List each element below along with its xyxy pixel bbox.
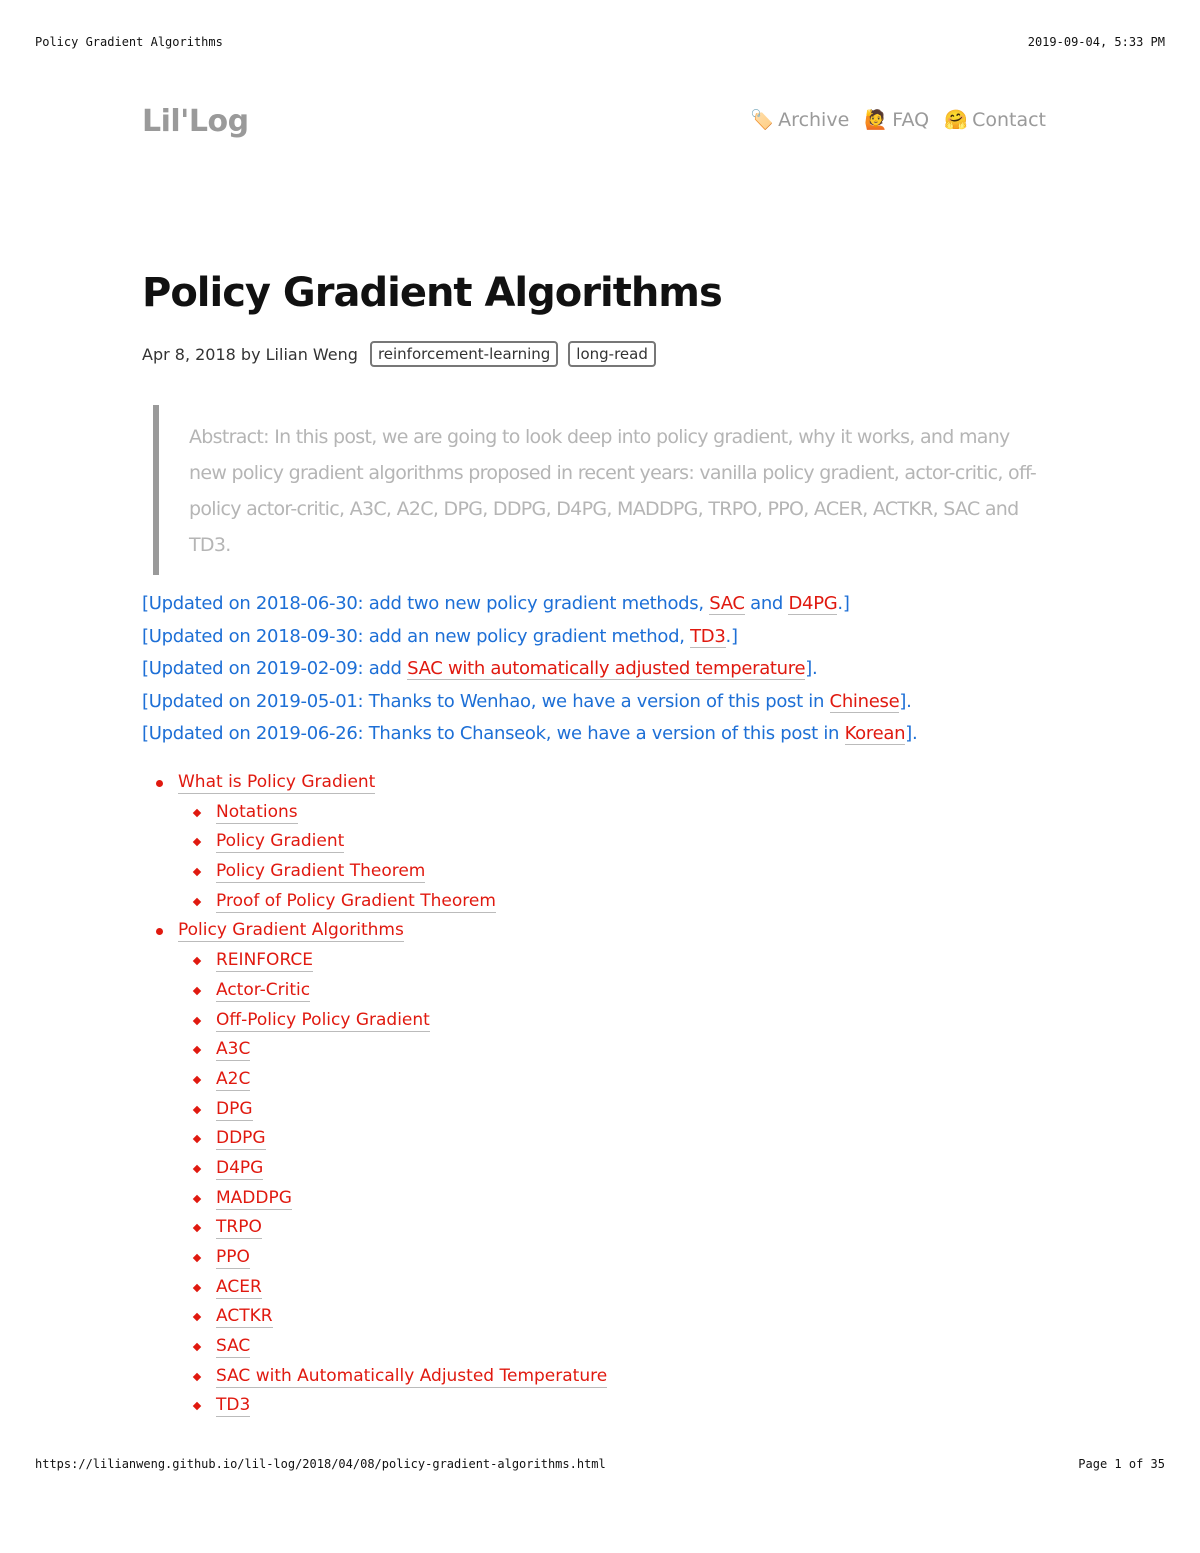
post-title: Policy Gradient Algorithms xyxy=(142,270,722,316)
nav-archive-label: Archive xyxy=(778,108,850,131)
chinese-version-link[interactable]: Chinese xyxy=(829,690,900,712)
toc-item xyxy=(142,887,607,917)
update-text: and xyxy=(744,593,789,614)
toc-item xyxy=(142,1154,607,1184)
toc-item xyxy=(142,1273,607,1303)
abstract-quote: Abstract: In this post, we are going to look deep into policy gradient, why it works, and many new policy gradient algorithms proposed in recent years: vanilla policy gradient, actor-critic, off-policy actor-critic, A3C, A2C, DPG, DDPG, D4PG, MADDPG, TRPO, PPO, ACER, ACTKR, SAC and TD3. xyxy=(153,405,1039,575)
toc-item xyxy=(142,857,607,887)
update-text: [Updated on 2019-05-01: Thanks to Wenhao, we have a version of this post in xyxy=(142,690,830,712)
toc-link[interactable]: Proof of Policy Gradient Theorem xyxy=(216,890,496,911)
tag-reinforcement-learning[interactable]: reinforcement-learning xyxy=(370,341,558,367)
site-header xyxy=(142,102,1046,142)
toc-item xyxy=(142,1362,607,1392)
post-date-author: Apr 8, 2018 by Lilian Weng xyxy=(142,344,358,364)
toc-link[interactable]: DDPG xyxy=(216,1128,266,1149)
nav-archive[interactable] xyxy=(749,108,849,131)
toc-item xyxy=(142,1006,607,1036)
update-text: .] xyxy=(837,593,850,614)
toc-link[interactable]: ACTKR xyxy=(216,1306,273,1327)
toc-link[interactable]: Policy Gradient Theorem xyxy=(216,861,426,882)
toc-link[interactable]: Policy Gradient Algorithms xyxy=(178,920,404,941)
d4pg-link[interactable]: D4PG xyxy=(788,593,838,614)
toc-link[interactable]: REINFORCE xyxy=(216,950,314,971)
update-note xyxy=(142,653,917,686)
td3-link[interactable]: TD3 xyxy=(690,625,726,647)
update-text: [Updated on 2018-09-30: add an new policy gradient method, xyxy=(142,625,691,647)
toc-link[interactable]: TD3 xyxy=(216,1395,251,1416)
toc-item xyxy=(142,1332,607,1362)
toc-link[interactable]: TRPO xyxy=(216,1217,262,1238)
sac-link[interactable]: SAC xyxy=(709,593,745,614)
toc-link[interactable]: SAC with Automatically Adjusted Temperature xyxy=(216,1365,608,1386)
nav-faq[interactable] xyxy=(863,108,929,131)
update-note xyxy=(142,588,917,621)
toc-item xyxy=(142,916,607,946)
sac-auto-temp-link[interactable]: SAC with automatically adjusted temperature xyxy=(407,658,806,679)
toc-item xyxy=(142,798,607,828)
raising-hand-icon: 🙋 xyxy=(864,109,889,131)
toc-link[interactable]: D4PG xyxy=(216,1157,264,1178)
toc-item xyxy=(142,946,607,976)
print-header xyxy=(35,35,1165,49)
site-logo[interactable]: Lil'Log xyxy=(142,104,249,139)
toc-link[interactable]: PPO xyxy=(216,1247,250,1267)
tag-long-read[interactable]: long-read xyxy=(568,341,656,367)
nav-contact[interactable] xyxy=(943,108,1046,131)
print-footer-page: Page 1 of 35 xyxy=(1078,1457,1165,1471)
toc-link[interactable]: Off-Policy Policy Gradient xyxy=(216,1009,430,1030)
toc-item xyxy=(142,1184,607,1214)
toc-link[interactable]: SAC xyxy=(216,1336,251,1357)
toc-link[interactable]: ACER xyxy=(216,1276,262,1297)
update-note xyxy=(142,621,917,654)
update-notes xyxy=(142,588,917,751)
toc-item xyxy=(142,827,607,857)
toc-link[interactable]: Policy Gradient xyxy=(216,831,345,852)
print-footer xyxy=(35,1457,1165,1471)
toc-item xyxy=(142,1095,607,1125)
update-note xyxy=(142,686,917,719)
print-header-title: Policy Gradient Algorithms xyxy=(35,35,223,49)
site-nav xyxy=(749,108,1046,131)
toc-link[interactable]: MADDPG xyxy=(216,1187,292,1208)
toc-item xyxy=(142,976,607,1006)
post-meta xyxy=(142,341,666,367)
toc-item xyxy=(142,1065,607,1095)
update-note xyxy=(142,718,917,751)
print-footer-url: https://lilianweng.github.io/lil-log/2018/04/08/policy-gradient-algorithms.html xyxy=(35,1457,606,1471)
table-of-contents xyxy=(142,768,607,1421)
toc-item xyxy=(142,1213,607,1243)
toc-link[interactable]: Notations xyxy=(216,801,298,822)
print-header-datetime: 2019-09-04, 5:33 PM xyxy=(1027,35,1165,49)
nav-faq-label: FAQ xyxy=(892,108,930,131)
update-text: ]. xyxy=(805,658,818,679)
update-text: [Updated on 2018-06-30: add two new policy gradient methods, xyxy=(142,593,710,614)
update-text: .] xyxy=(725,625,738,647)
update-text: [Updated on 2019-06-26: Thanks to Chanseok, we have a version of this post in xyxy=(142,723,845,744)
update-text: ]. xyxy=(899,690,912,712)
toc-link[interactable]: What is Policy Gradient xyxy=(178,772,376,792)
toc-link[interactable]: A3C xyxy=(216,1039,251,1060)
toc-item xyxy=(142,1035,607,1065)
hugging-face-icon: 🤗 xyxy=(944,109,968,131)
toc-item xyxy=(142,1243,607,1273)
toc-link[interactable]: Actor-Critic xyxy=(216,979,311,1000)
toc-link[interactable]: DPG xyxy=(216,1098,253,1119)
toc-item xyxy=(142,1124,607,1154)
nav-contact-label: Contact xyxy=(972,108,1046,131)
toc-item xyxy=(142,768,607,798)
korean-version-link[interactable]: Korean xyxy=(844,723,906,744)
toc-item xyxy=(142,1391,607,1421)
update-text: [Updated on 2019-02-09: add xyxy=(142,658,408,679)
update-text: ]. xyxy=(905,723,918,744)
tag-icon: 🏷️ xyxy=(750,109,774,131)
toc-link[interactable]: A2C xyxy=(216,1068,251,1089)
toc-item xyxy=(142,1302,607,1332)
